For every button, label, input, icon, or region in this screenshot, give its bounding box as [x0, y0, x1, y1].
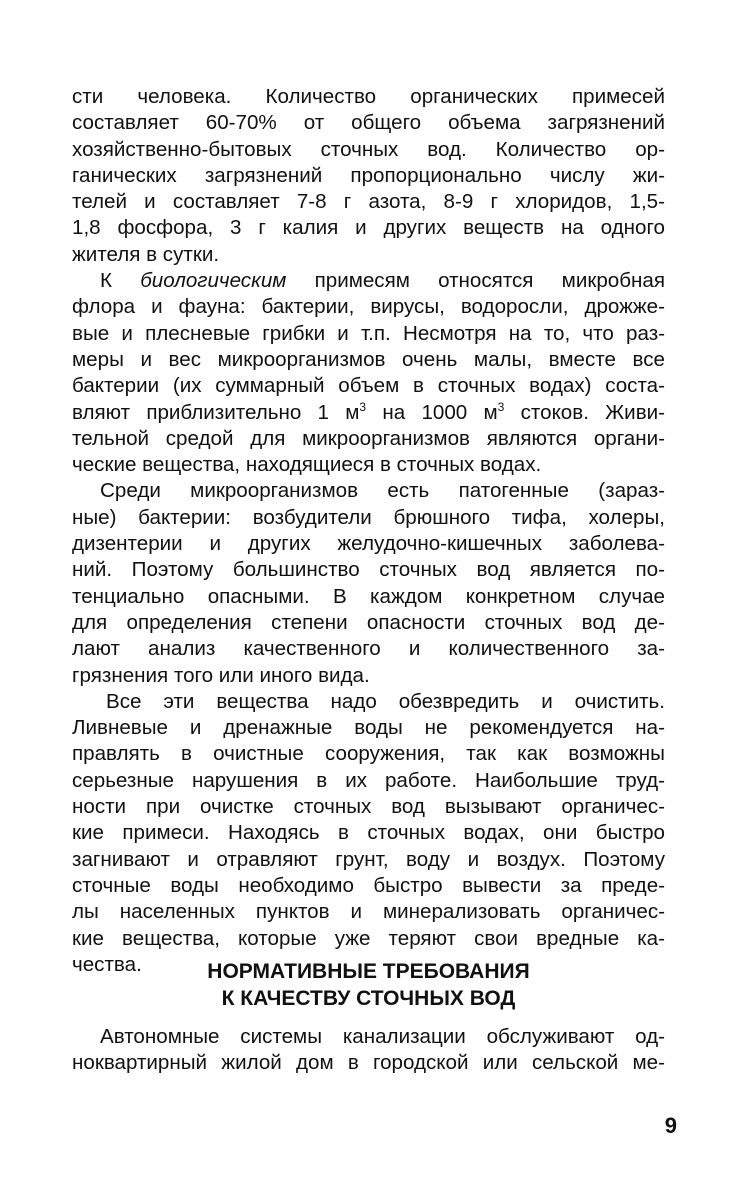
page-number: 9 [664, 1113, 677, 1138]
text-line: ганических загрязнений пропорционально числу жи- [72, 163, 665, 187]
paragraph-2 [72, 268, 665, 478]
text-line: кие примеси. Находясь в сточных водах, они быстро [72, 821, 665, 845]
text-line: ноквартирный жилой дом в городской или сельской ме- [72, 1051, 665, 1075]
paragraph-3 [72, 478, 665, 688]
text-line: вые и плесневые грибки и т.п. Несмотря на то, что раз- [72, 321, 665, 345]
text-fragment: вляют приблизительно 1 м [72, 400, 360, 424]
text-line: Ливневые и дренажные воды не рекомендуется на- [72, 716, 665, 740]
text-line: лы населенных пунктов и минерализовать органичес- [72, 900, 665, 924]
text-line: загнивают и отравляют грунт, воду и воздух. Поэтому [72, 847, 665, 871]
text-line: серьезные нарушения в их работе. Наибольшие труд- [72, 768, 665, 792]
text-line: правлять в очистные сооружения, так как возможны [72, 742, 665, 766]
text-line: ческие вещества, находящиеся в сточных водах. [72, 453, 542, 477]
text-fragment: стоков. Живи- [504, 400, 665, 424]
text-line: сточные воды необходимо быстро вывести за преде- [72, 873, 665, 897]
text-line: тенциально опасными. В каждом конкретном случае [72, 584, 665, 608]
text-fragment: примесям относятся микробная [286, 269, 666, 293]
text-line: чества. [72, 952, 142, 976]
text-line: жителя в сутки. [72, 242, 220, 266]
text-line: тельной средой для микроорганизмов являются органи- [72, 426, 665, 450]
text-line: ные) бактерии: возбудители брюшного тифа, холеры, [72, 505, 665, 529]
text-line: Автономные системы канализации обслуживают од- [100, 1025, 665, 1048]
paragraph-1 [72, 84, 665, 268]
text-line: кие вещества, которые уже теряют свои вредные ка- [72, 926, 665, 950]
italic-term: биологическим [140, 269, 287, 293]
text-line: ний. Поэтому большинство сточных вод является по- [72, 558, 665, 582]
superscript: 3 [359, 399, 367, 414]
text-line: грязнения того или иного вида. [72, 663, 370, 687]
text-line: 1,8 фосфора, 3 г калия и других веществ на одного [72, 216, 665, 240]
body-text [72, 84, 665, 978]
text-line: хозяйственно-бытовых сточных вод. Количество ор- [72, 137, 665, 161]
text-fragment: на 1000 м [366, 400, 498, 424]
text-line: составляет 60-70% от общего объема загрязнений [72, 111, 665, 135]
text-line: дизентерии и других желудочно-кишечных заболева- [72, 532, 665, 556]
text-fragment: К [100, 269, 141, 293]
paragraph-4 [72, 689, 665, 978]
text-line: ности при очистке сточных вод вызывают органичес- [72, 795, 665, 819]
superscript: 3 [497, 399, 505, 414]
text-line: сти человека. Количество органических примесей [72, 85, 665, 108]
section-heading [72, 958, 665, 1012]
text-line: для определения степени опасности сточных вод де- [72, 610, 665, 634]
paragraph-5 [72, 1024, 665, 1077]
text-line: меры и вес микроорганизмов очень малы, вместе все [72, 347, 665, 371]
text-line: бактерии (их суммарный объем в сточных водах) соста- [72, 374, 665, 398]
heading-line-1: НОРМАТИВНЫЕ ТРЕБОВАНИЯ [207, 960, 530, 983]
text-line: Все эти вещества надо обезвредить и очистить. [106, 689, 665, 713]
text-line [72, 268, 665, 294]
text-line: Среди микроорганизмов есть патогенные (зараз- [100, 479, 665, 503]
heading-line-2: К КАЧЕСТВУ СТОЧНЫХ ВОД [221, 987, 516, 1010]
text-line: телей и составляет 7-8 г азота, 8-9 г хлоридов, 1,5- [72, 190, 665, 214]
text-line: флора и фауна: бактерии, вирусы, водоросли, дрожже- [72, 295, 665, 319]
text-line [72, 400, 665, 426]
text-line: лают анализ качественного и количественного за- [72, 637, 665, 661]
